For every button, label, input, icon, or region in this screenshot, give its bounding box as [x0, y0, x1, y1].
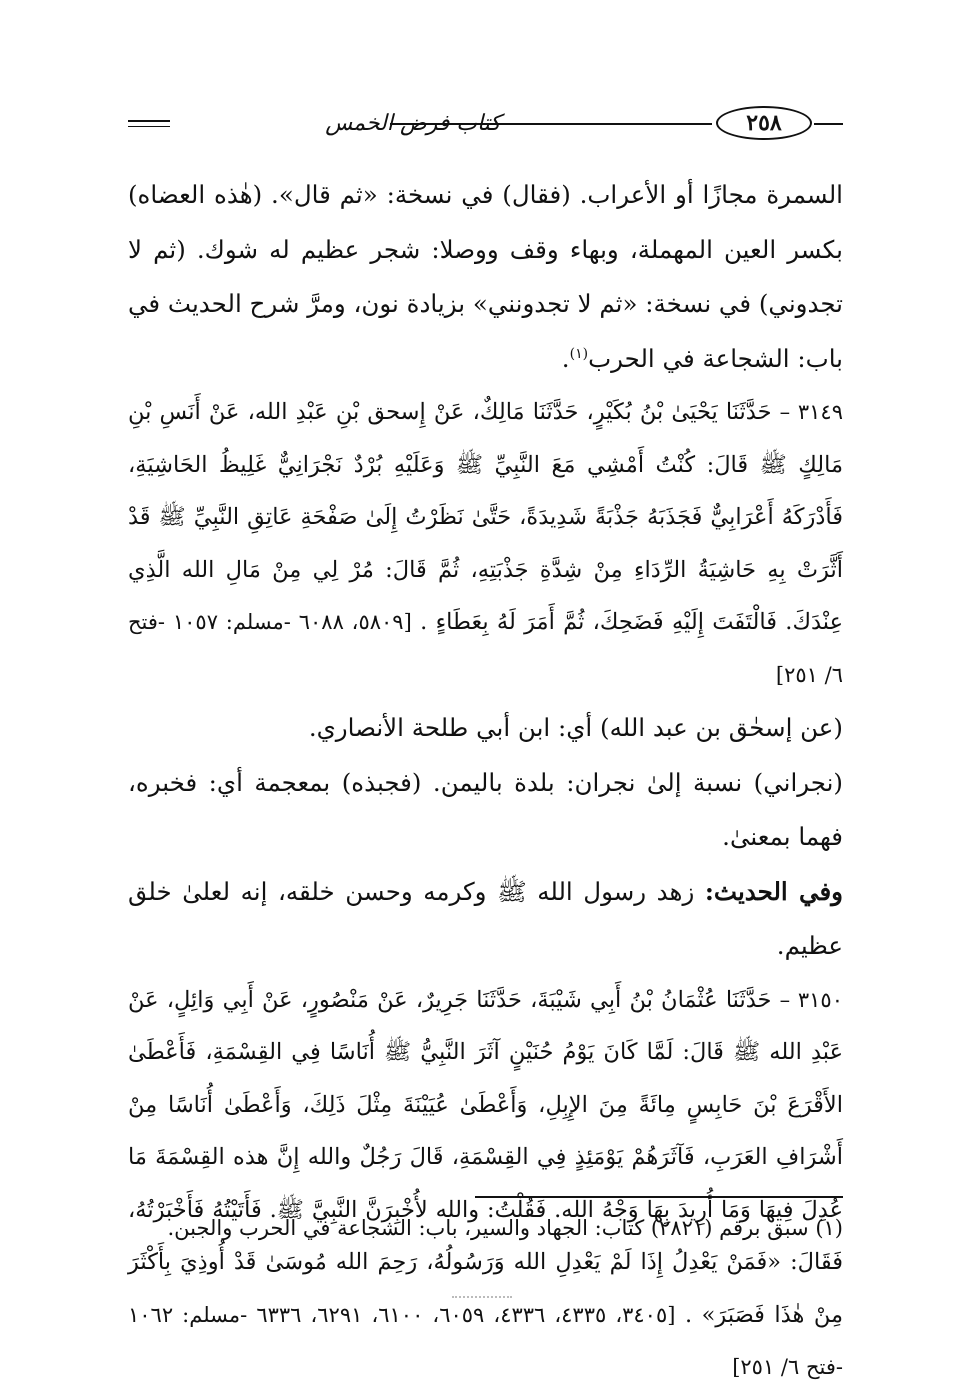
footnote-marker: (١): [569, 345, 589, 362]
header-rule-right: [814, 123, 843, 125]
book-title: كتاب فرض الخمس: [325, 111, 501, 136]
commentary-paragraph-2: (عن إسحٰق بن عبد الله) أي: ابن أبي طلحة الأنصاري.: [308, 713, 843, 742]
lesson-text: زهد رسول الله ﷺ وكرمه وحسن خلقه، إنه لعلىٰ خلق عظيم.: [128, 876, 843, 960]
commentary-text-1: السمرة مجازًا أو الأعراب. (فقال) في نسخة: «ثم قال». (هٰذه العضاه) بكسر العين المهملة، وبهاء وقف ووصلا: شجر عظيم له شوك. (ثم لا تجدوني) في نسخة: «ثم لا تجدونني» بزيادة نون، ومرَّ شرح الحديث في باب: الشجاعة في الحرب: [128, 180, 843, 373]
commentary-paragraph-4: [128, 865, 843, 974]
commentary-paragraph-1: [128, 168, 843, 386]
hadith-3150: [128, 974, 843, 1394]
footnote-separator: [475, 1196, 843, 1198]
commentary-paragraph-3: (نجراني) نسبة إلىٰ نجران: بلدة باليمن. (فجبذه) بمعجمة أي: فخبره، فهما بمعنىٰ.: [128, 767, 843, 851]
lesson-heading: وفي الحديث:: [704, 876, 843, 906]
page-number: ٢٥٨: [716, 106, 812, 140]
header-rule-left: [128, 120, 170, 122]
hadith-references: [٣٤٠٥، ٤٣٣٥، ٤٣٣٦، ٦٠٥٩، ٦١٠٠، ٦٢٩١، ٦٣٣٦ -مسلم: ١٠٦٢ -فتح ٦/ ٢٥١]: [128, 1302, 843, 1379]
page-header: [128, 104, 843, 146]
hadith-references: [٥٨٠٩، ٦٠٨٨ -مسلم: ١٠٥٧ -فتح ٦/ ٢٥١]: [128, 610, 843, 687]
bottom-ornament: [452, 1296, 512, 1302]
commentary-text-1-end: .: [561, 343, 570, 373]
footnote: (١) سبق برقم (٢٨٢١) كتاب: الجهاد والسير، باب: الشجاعة في الحرب والجبن.: [167, 1216, 843, 1240]
hadith-3149: [128, 386, 843, 701]
header-rule-left-2: [128, 126, 170, 127]
hadith-text: حَدَّثَنَا عُثْمَانُ بْنُ أَبِي شَيْبَةَ، حَدَّثَنَا جَرِيرٌ، عَنْ مَنْصُورٍ، عَنْ أَبِي وَائِلٍ، عَنْ عَبْدِ الله ﷺ قَالَ: لَمَّا كَانَ يَوْمُ حُنَيْنٍ آثَرَ النَّبِيُّ ﷺ أُنَاسًا فِي القِسْمَةِ، فَأَعْطَىٰ الأَقْرَعَ بْنَ حَابِسٍ مِائَةً مِنَ الإِبِلِ، وَأَعْطَىٰ عُيَيْنَةَ مِثْلَ ذَلِكَ، وَأَعْطَىٰ أُنَاسًا مِنْ أَشْرَافِ العَرَبِ، فَآثَرَهُمْ يَوْمَئِذٍ فِي القِسْمَةِ، قَالَ رَجُلٌ والله إِنَّ هذه القِسْمَةَ مَا عُدِلَ فِيهَا وَمَا أُرِيدَ بِهَا وَجْهُ الله. فَقُلْتُ: والله لأُخْبِرَنَّ النَّبِيَّ ﷺ. فَأَتَيْتُهُ فَأَخْبَرْتُهُ، فَقَالَ: «فَمَنْ يَعْدِلُ إِذَا لَمْ يَعْدِلِ الله وَرَسُولُهُ، رَحِمَ الله مُوسَىٰ قَدْ أُوذِيَ بِأَكْثَرَ مِنْ هٰذَا فَصَبَرَ» .: [128, 986, 844, 1328]
hadith-number: ٣١٤٩ –: [779, 400, 843, 424]
hadith-text: حَدَّثَنَا يَحْيَىٰ بْنُ بُكَيْرٍ، حَدَّثَنَا مَالِكٌ، عَنْ إِسحق بْنِ عَبْدِ الله، عَنْ أَنَسِ بْنِ مَالِكٍ ﷺ قَالَ: كُنْتُ أَمْشِي مَعَ النَّبِيِّ ﷺ وَعَلَيْهِ بُرْدٌ نَجْرَانِيٌّ غَلِيظُ الحَاشِيَةِ، فَأَدْرَكَهُ أَعْرَابِيٌّ فَجَذَبَهُ جَذْبَةً شَدِيدَةً، حَتَّىٰ نَظَرْتُ إِلَىٰ صَفْحَةِ عَاتِقِ النَّبِيِّ ﷺ قَدْ أَثَّرَتْ بِهِ حَاشِيَةُ الرِّدَاءِ مِنْ شِدَّةِ جَذْبَتِهِ، ثُمَّ قَالَ: مُرْ لِي مِنْ مَالِ الله الَّذِي عِنْدَكَ. فَالْتَفَتَ إِلَيْهِ فَضَحِكَ، ثُمَّ أَمَرَ لَهُ بِعَطَاءٍ .: [128, 399, 844, 635]
hadith-number: ٣١٥٠ –: [779, 987, 843, 1012]
